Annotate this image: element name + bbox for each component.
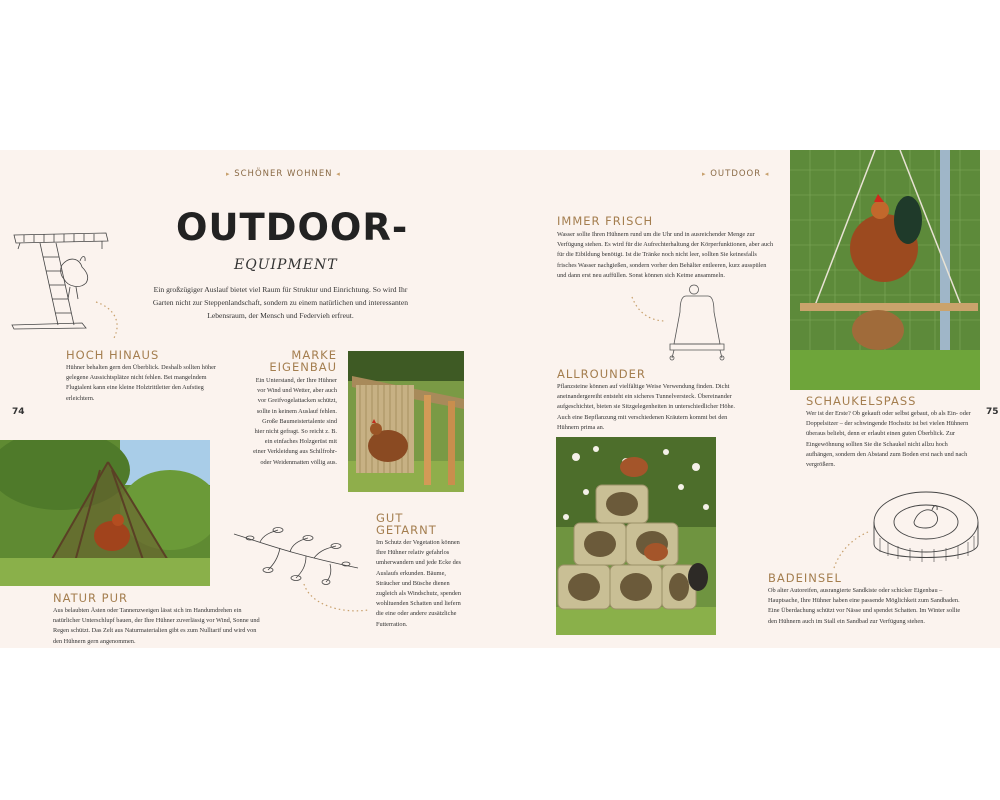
page-subtitle: EQUIPMENT (234, 257, 338, 273)
text-natur-pur: Aus belaubten Ästen oder Tannenzweigen lässt sich im Handumdrehen ein natürlicher Unterschlupf bauen, der Ihre Hühner zuverlässig vor Wind, Sonne und Regen schützt. Das Zelt aus Naturmaterialien gibt es zum Nulltarif und wird von den Hühnern gern angenommen. (53, 607, 260, 645)
heading-gut-getarnt (376, 512, 437, 536)
heading-marke-eigenbau (262, 349, 337, 373)
text-schaukelspass: Wer ist der Erste? Ob gekauft oder selbst gebaut, ob als Ein- oder Doppelsitzer – der schwingende Hochsitz ist bei vielen Hühnern überaus beliebt, denn er erlaubt einen guten Überblick. Zur Eingewöhnung sollten Sie die Schaukel nicht allzu hoch aufhängen, sondern den Abstand zum Boden erst nach und nach vergrößern. (806, 410, 971, 469)
dotted-leader-bade (830, 530, 870, 570)
photo-shelter (348, 351, 464, 492)
book-spread (0, 150, 1000, 648)
heading-natur-pur: NATUR PUR (53, 591, 129, 605)
heading-allrounder: ALLROUNDER (557, 367, 646, 381)
photo-nature-tent (0, 440, 210, 586)
tire-sketch-icon (866, 486, 984, 578)
page-title: OUTDOOR- (176, 206, 409, 249)
heading-schaukelspass: SCHAUKELSPASS (806, 394, 917, 408)
text-hoch-hinaus: Hühner behalten gern den Überblick. Deshalb sollten höher gelegene Aussichtsplätze nicht fehlen. Bei mangelndem Flugtalent kann eine kleine Holztrittleiter den Aufstieg erleichtern. (66, 364, 217, 402)
page-number-right: 75 (986, 407, 999, 417)
heading-gut: GUT (376, 511, 404, 525)
running-header-left-text: SCHÖNER WOHNEN (234, 169, 333, 179)
page-number-left: 74 (12, 407, 25, 417)
waterer-sketch-icon (664, 282, 730, 362)
text-marke-eigenbau: Ein Unterstand, der Ihre Hühner vor Wind und Wetter, aber auch vor Greifvogelattacken schützt, sollte in keinem Auslauf fehlen. Große Baumeistertalente sind hier nicht gefragt. So reicht z. B. ein einfaches Holzgerüst mit einer Verkleidung aus Schilfrohr- oder Weidenmatten völlig aus. (253, 377, 337, 466)
heading-hoch-hinaus: HOCH HINAUS (66, 348, 160, 362)
photo-swing (790, 150, 980, 390)
heading-eigenbau: EIGENBAU (269, 360, 337, 374)
text-gut-getarnt: Im Schutz der Vegetation können Ihre Hühner relativ gefahrlos umherwandern und jede Ecke des Auslaufs erkunden. Bäume, Sträucher und Büsche dienen zugleich als Windschutz, spenden wohltuenden Schatten und liefern die eine oder andere zusätzliche Futterration. (376, 539, 461, 628)
heading-marke: MARKE (291, 348, 337, 362)
dotted-leader-gut (300, 580, 370, 620)
running-header-right-text: OUTDOOR (710, 169, 762, 179)
running-header-left: ▸ SCHÖNER WOHNEN ◂ (226, 169, 341, 179)
branch-sketch-icon (230, 524, 360, 586)
heading-getarnt: GETARNT (376, 523, 437, 537)
heading-badeinsel: BADEINSEL (768, 571, 842, 585)
intro-paragraph: Ein großzügiger Auslauf bietet viel Raum für Struktur und Einrichtung. So wird Ihr Garten nicht zur Steppenlandschaft, sondern zu einem natürlichen und interessanten Lebensraum, der Mensch und Federvieh erfreut. (152, 285, 409, 320)
text-immer-frisch: Wasser sollte Ihren Hühnern rund um die Uhr und in ausreichender Menge zur Verfügung stehen. Es wird für die Aufrechterhaltung der Körperfunktionen, aber auch für die Eibildung benötigt. Ist die Tränke noch nicht leer, sollten Sie keinesfalls frisches Wasser nachgießen, sondern vorher den Behälter entleeren, kurz ausspülen und dann erst neu auffüllen. Sonst können sich Keime ansammeln. (557, 231, 774, 279)
text-allrounder: Pflanzsteine können auf vielfältige Weise Verwendung finden. Dicht aneinandergereiht entsteht ein sicheres Tunnelversteck. Übereinander aufgeschichtet, bieten sie Sitzgelegenheiten in unterschiedlicher Höhe. Auch eine Bepflanzung mit verschiedenen Kräutern kommt bei den Hühnern prima an. (557, 383, 735, 431)
dotted-leader-hoch (94, 300, 124, 340)
text-badeinsel: Ob alter Autoreifen, ausrangierte Sandkiste oder schicker Eigenbau – Hauptsache, Ihre Hühner haben eine passende Möglichkeit zum Sandbaden. Eine Überdachung schützt vor Nässe und spendet Schatten. Im Winter sollte den Hühnern auch im Stall ein Sandbad zur Verfügung stehen. (768, 587, 961, 625)
heading-immer-frisch: IMMER FRISCH (557, 214, 654, 228)
dotted-leader-immer (630, 295, 670, 325)
running-header-right: ▸ OUTDOOR ◂ (702, 169, 770, 179)
photo-planters (556, 437, 716, 635)
